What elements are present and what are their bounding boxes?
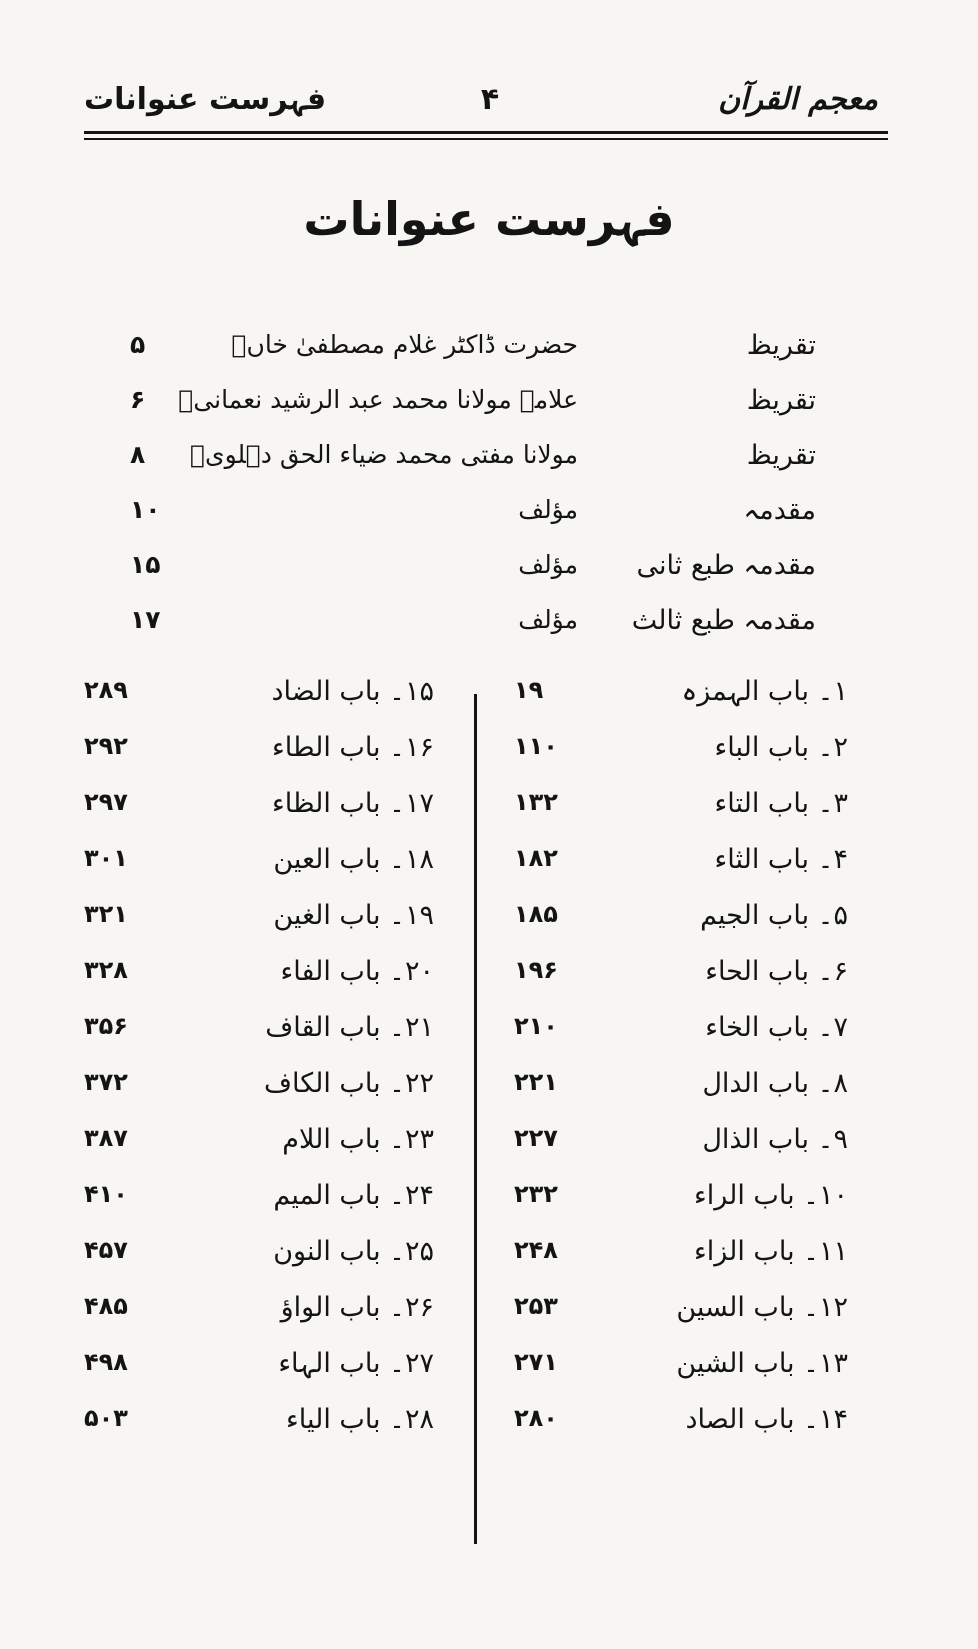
chapter-name: ۲۱۔ باب القاف (265, 1012, 434, 1043)
chapter-name: ۵۔ باب الجیم (700, 900, 848, 931)
chapter-name: ۲۷۔ باب الہاء (278, 1348, 434, 1379)
chapter-page: ۲۳۲ (514, 1180, 558, 1208)
chapter-name: ۱۶۔ باب الطاء (272, 732, 434, 763)
chapter-page: ۲۹۲ (84, 732, 128, 760)
front-matter-row (0, 385, 978, 437)
front-matter-label: تقریظ (746, 385, 816, 416)
chapter-name: ۶۔ باب الحاء (705, 956, 848, 987)
chapter-name: ۱۱۔ باب الزاء (694, 1236, 848, 1267)
chapter-row (0, 1292, 978, 1342)
chapter-name: ۲۶۔ باب الواؤ (280, 1292, 434, 1323)
front-matter-label: تقریظ (746, 440, 816, 471)
chapter-name: ۱۴۔ باب الصاد (685, 1404, 848, 1435)
chapter-name: ۱۲۔ باب السین (676, 1292, 848, 1323)
chapter-name: ۱۸۔ باب العین (273, 844, 434, 875)
front-matter-row (0, 440, 978, 492)
chapter-page: ۱۸۵ (514, 900, 558, 928)
chapter-page: ۴۱۰ (84, 1180, 128, 1208)
chapter-name: ۸۔ باب الدال (702, 1068, 848, 1099)
front-matter-author: حضرت ڈاکٹر غلام مصطفیٰ خاںؒ (231, 330, 578, 359)
chapter-page: ۲۸۰ (514, 1404, 558, 1432)
chapter-page: ۱۸۲ (514, 844, 558, 872)
running-header-book-title: معجم القرآن (718, 82, 878, 117)
chapter-row (0, 1404, 978, 1454)
chapter-page: ۲۵۳ (514, 1292, 558, 1320)
chapter-page: ۲۲۱ (514, 1068, 558, 1096)
header-rule-thick (84, 131, 888, 134)
chapter-page: ۳۲۱ (84, 900, 128, 928)
chapter-name: ۱۷۔ باب الظاء (272, 788, 434, 819)
chapter-name: ۲۵۔ باب النون (273, 1236, 434, 1267)
chapter-page: ۲۸۹ (84, 676, 128, 704)
chapter-page: ۴۸۵ (84, 1292, 128, 1320)
chapter-name: ۱۹۔ باب الغین (273, 900, 434, 931)
chapter-name: ۷۔ باب الخاء (705, 1012, 848, 1043)
chapter-name: ۱۵۔ باب الضاد (271, 676, 434, 707)
chapter-row (0, 844, 978, 894)
front-matter-author: مؤلف (518, 495, 578, 524)
front-matter-author: مؤلف (518, 550, 578, 579)
page-title: فہرست عنوانات (303, 192, 675, 246)
chapter-page: ۲۴۸ (514, 1236, 558, 1264)
chapter-page: ۳۷۲ (84, 1068, 128, 1096)
chapter-row (0, 676, 978, 726)
chapter-name: ۲۳۔ باب اللام (282, 1124, 434, 1155)
chapter-row (0, 788, 978, 838)
front-matter-row (0, 330, 978, 382)
front-matter-page: ۱۵ (130, 550, 161, 579)
chapter-page: ۲۱۰ (514, 1012, 558, 1040)
chapter-page: ۳۲۸ (84, 956, 128, 984)
chapter-row (0, 732, 978, 782)
chapter-row (0, 1236, 978, 1286)
chapter-page: ۲۷۱ (514, 1348, 558, 1376)
front-matter-label: تقریظ (746, 330, 816, 361)
chapter-name: ۴۔ باب الثاء (714, 844, 848, 875)
chapter-name: ۹۔ باب الذال (702, 1124, 848, 1155)
front-matter-label: مقدمہ طبع ثالث (631, 605, 816, 636)
chapter-row (0, 1068, 978, 1118)
chapter-page: ۳۸۷ (84, 1124, 128, 1152)
chapter-page: ۱۳۲ (514, 788, 558, 816)
front-matter-author: مولانا مفتی محمد ضیاء الحق دہلویؒ (190, 440, 578, 469)
front-matter-row (0, 550, 978, 602)
front-matter-label: مقدمہ طبع ثانی (636, 550, 816, 581)
header-rule-thin (84, 138, 888, 140)
chapter-page: ۳۵۶ (84, 1012, 128, 1040)
chapter-page: ۱۹۶ (514, 956, 558, 984)
front-matter-page: ۵ (130, 330, 146, 359)
front-matter-row (0, 605, 978, 657)
chapter-row (0, 956, 978, 1006)
running-header-section-title: فہرست عنوانات (84, 82, 327, 117)
chapter-name: ۲۸۔ باب الیاء (286, 1404, 434, 1435)
chapter-page: ۴۵۷ (84, 1236, 128, 1264)
front-matter-page: ۶ (130, 385, 146, 414)
front-matter-page: ۱۷ (130, 605, 161, 634)
front-matter-author: مؤلف (518, 605, 578, 634)
chapter-page: ۱۱۰ (514, 732, 558, 760)
chapter-row (0, 1348, 978, 1398)
chapter-page: ۲۲۷ (514, 1124, 558, 1152)
front-matter-label: مقدمہ (743, 495, 816, 526)
front-matter-row (0, 495, 978, 547)
chapter-name: ۳۔ باب التاء (714, 788, 848, 819)
front-matter-page: ۸ (130, 440, 146, 469)
chapter-name: ۲۔ باب الباء (714, 732, 848, 763)
chapter-name: ۱۰۔ باب الراء (694, 1180, 848, 1211)
chapter-name: ۲۴۔ باب المیم (273, 1180, 434, 1211)
chapter-row (0, 1180, 978, 1230)
chapter-name: ۲۲۔ باب الکاف (263, 1068, 434, 1099)
chapter-page: ۱۹ (514, 676, 544, 704)
chapter-name: ۲۰۔ باب الفاء (280, 956, 434, 987)
chapter-row (0, 900, 978, 950)
chapter-row (0, 1012, 978, 1062)
running-header-page-number: ۴ (480, 82, 500, 117)
chapter-page: ۵۰۳ (84, 1404, 128, 1432)
front-matter-author: علامہ مولانا محمد عبد الرشید نعمانیؒ (178, 385, 578, 414)
chapter-page: ۴۹۸ (84, 1348, 128, 1376)
chapter-page: ۳۰۱ (84, 844, 128, 872)
chapter-page: ۲۹۷ (84, 788, 128, 816)
chapter-row (0, 1124, 978, 1174)
chapter-name: ۱۳۔ باب الشین (676, 1348, 848, 1379)
front-matter-page: ۱۰ (130, 495, 161, 524)
chapter-name: ۱۔ باب الہمزہ (681, 676, 848, 707)
